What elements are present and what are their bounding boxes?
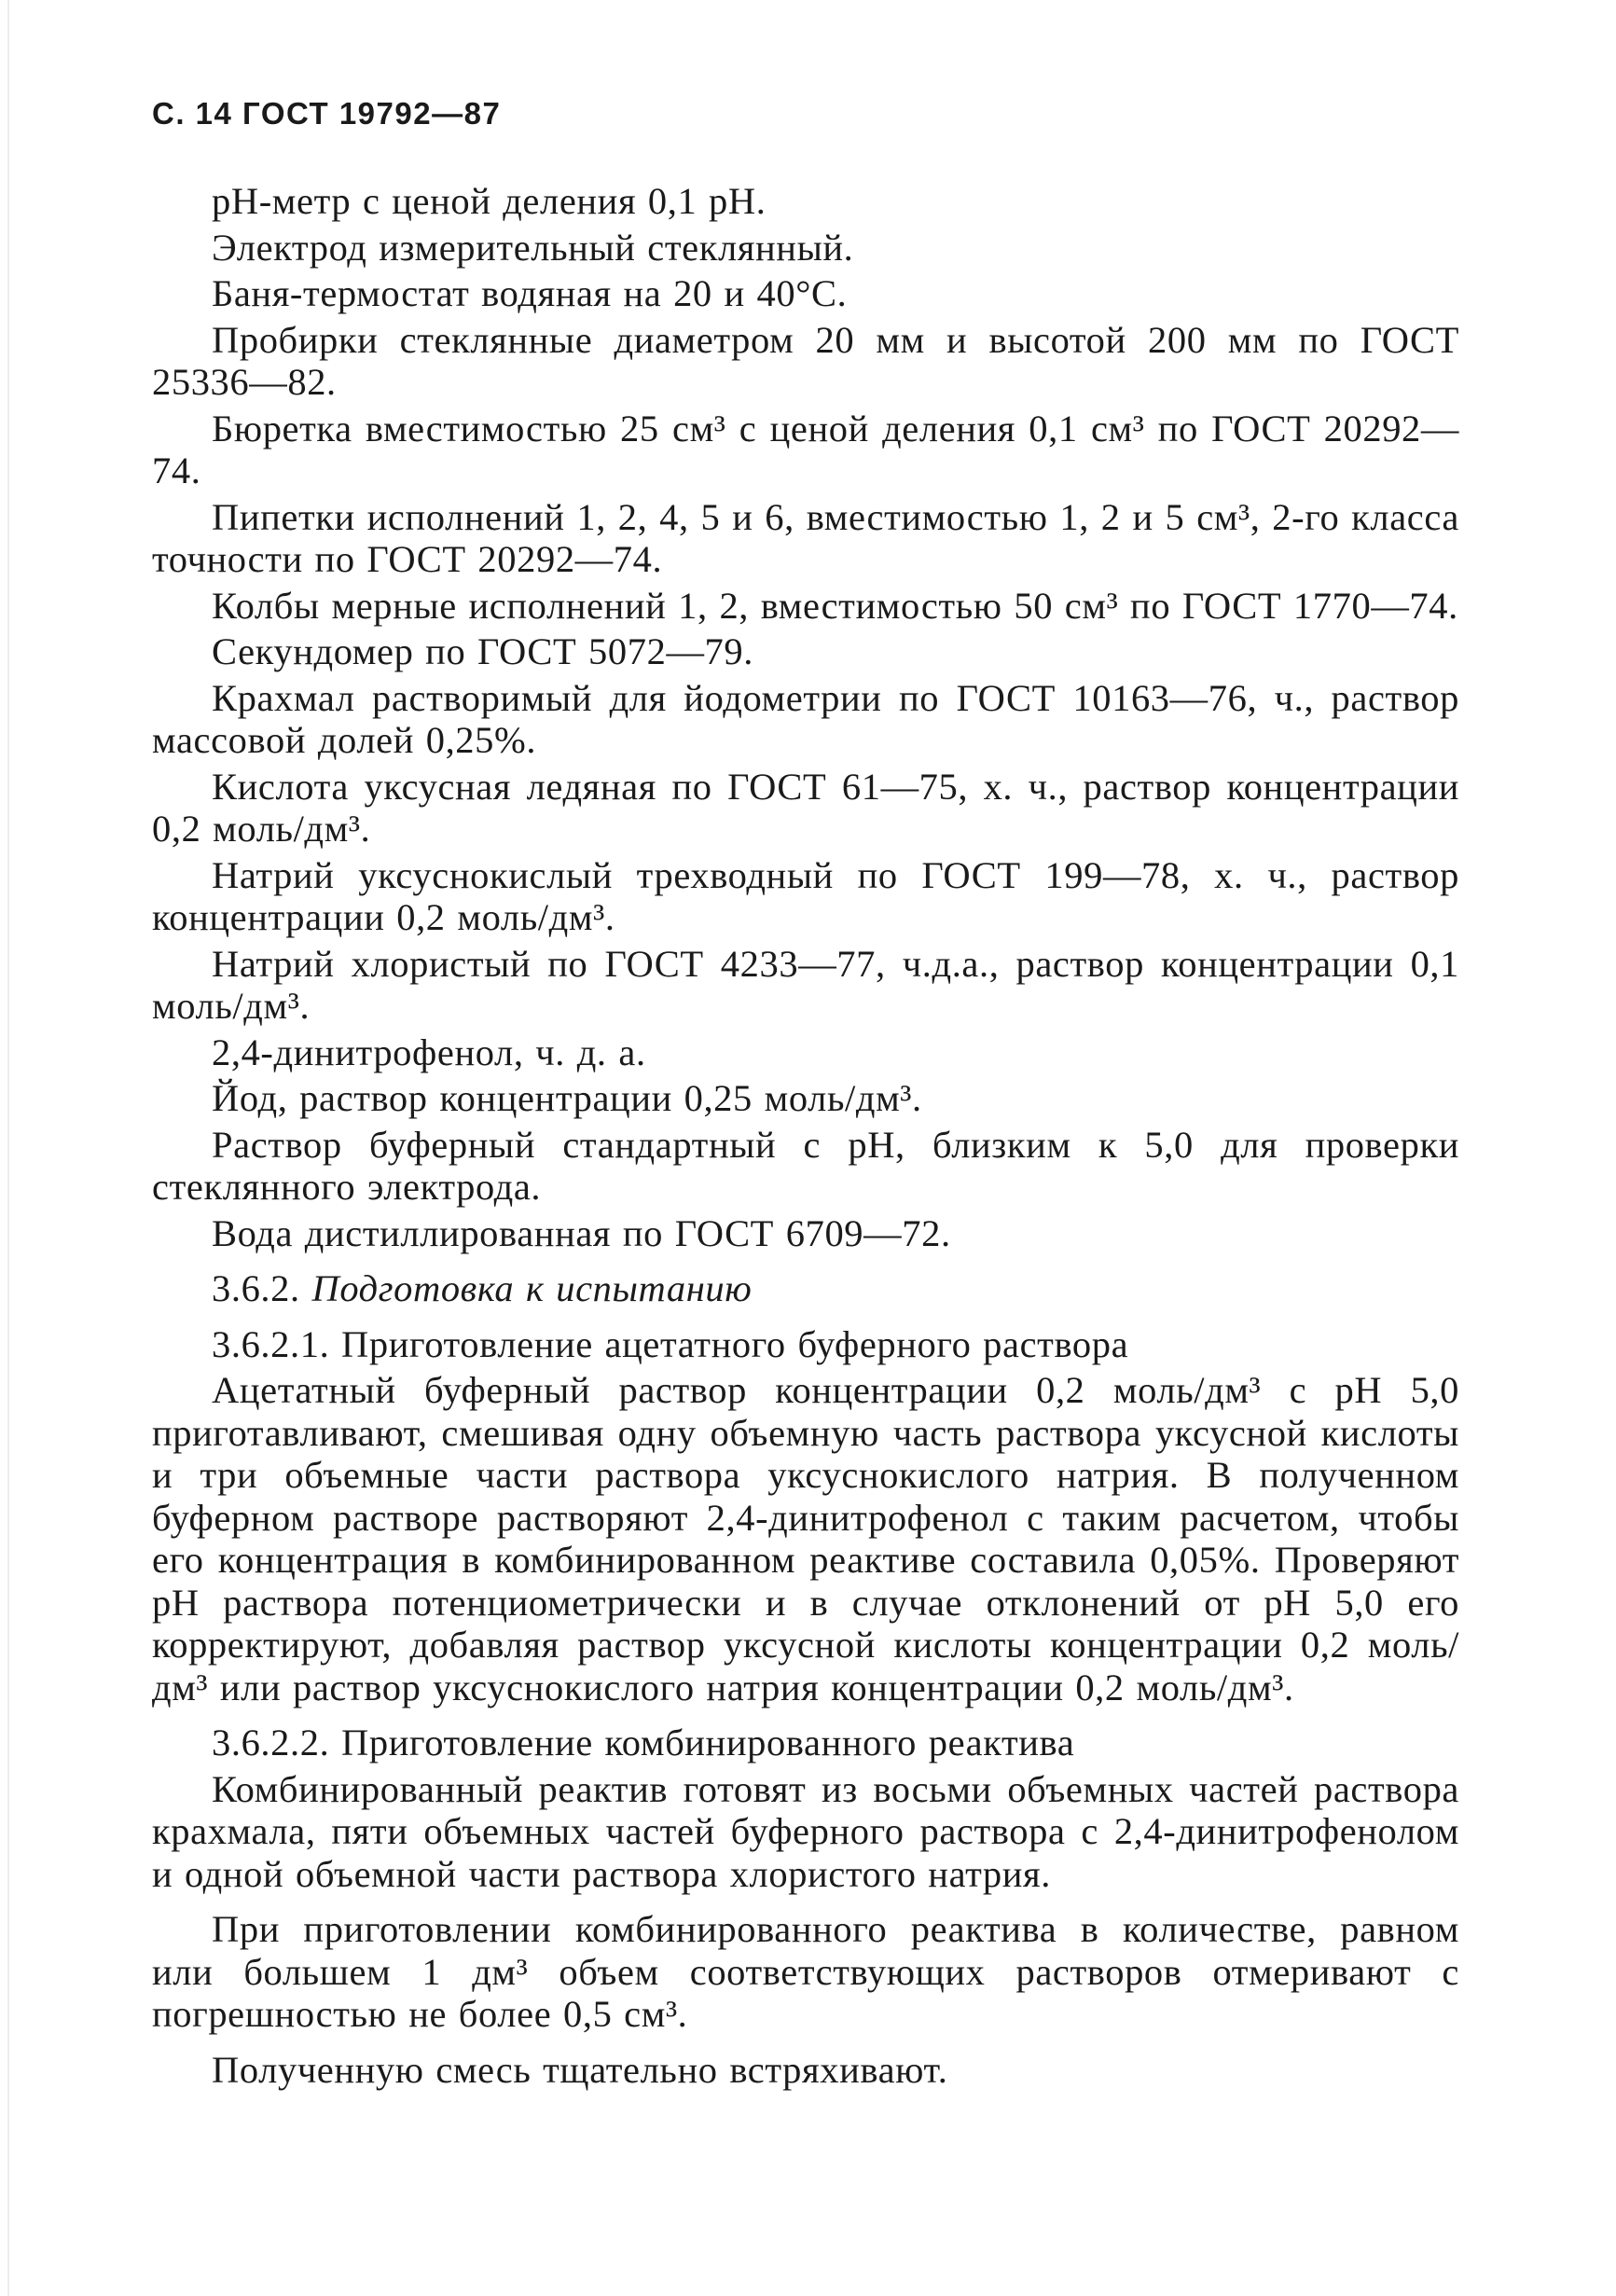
section-number: 3.6.2. [212, 1267, 300, 1309]
paragraph: Полученную смесь тщательно встряхивают. [212, 2048, 948, 2091]
page-header: С. 14 ГОСТ 19792—87 [152, 96, 502, 131]
paragraph: Натрий хлористый по ГОСТ 4233—77, ч.д.а., раствор концентрации 0,1 моль/дм³. [152, 942, 1459, 1027]
paragraph: 2,4-динитрофенол, ч. д. а. [212, 1030, 646, 1073]
paragraph: Ацетатный буферный раствор концентрации 0,2 моль/дм³ с pH 5,0 приготавливают, смешивая одну объемную часть раствора уксусной кислоты и три объемные части раствора уксуснокислого натрия. В полученном буферном растворе растворяют 2,4-динитрофенол с таким расчетом, чтобы его концентрация в комбинированном реактиве составила 0,05%. Проверяют pH раствора потенциометрически и в случае отклонений от pH 5,0 его корректируют, добавляя раствор уксусной кислоты концентрации 0,2 моль/дм³ или раствор уксуснокислого натрия концентрации 0,2 моль/дм³. [152, 1369, 1459, 1708]
paragraph: Натрий уксуснокислый трехводный по ГОСТ 199—78, х. ч., раствор концентрации 0,2 моль/дм³. [152, 853, 1459, 938]
paragraph: pH-метр с ценой деления 0,1 pH. [212, 180, 767, 222]
paragraph: Кислота уксусная ледяная по ГОСТ 61—75, х. ч., раствор концентрации 0,2 моль/дм³. [152, 765, 1459, 850]
subsection-heading: 3.6.2.2. Приготовление комбинированного реактива [212, 1722, 1075, 1763]
paragraph: При приготовлении комбинированного реактива в количестве, равном или большем 1 дм³ объем соответствующих растворов отмеривают с погрешностью не более 0,5 см³. [152, 1908, 1459, 2035]
paragraph: Колбы мерные исполнений 1, 2, вместимостью 50 см³ по ГОСТ 1770—74. [212, 584, 1458, 627]
paragraph: Пипетки исполнений 1, 2, 4, 5 и 6, вместимостью 1, 2 и 5 см³, 2-го класса точности по ГОСТ 20292—74. [152, 495, 1459, 580]
subsection-heading: 3.6.2.1. Приготовление ацетатного буферного раствора [212, 1322, 1129, 1365]
paragraph: Йод, раствор концентрации 0,25 моль/дм³. [212, 1077, 922, 1119]
paragraph: Секундомер по ГОСТ 5072—79. [212, 630, 753, 672]
paragraph: Баня-термостат водяная на 20 и 40°С. [212, 272, 848, 314]
paragraph: Электрод измерительный стеклянный. [212, 226, 854, 269]
paragraph: Пробирки стеклянные диаметром 20 мм и высотой 200 мм по ГОСТ 25336—82. [152, 318, 1459, 403]
paragraph: Вода дистиллированная по ГОСТ 6709—72. [212, 1211, 951, 1254]
paragraph: Раствор буферный стандартный с pH, близким к 5,0 для проверки стеклянного электрода. [152, 1123, 1459, 1208]
section-heading [152, 1267, 1459, 1310]
scan-edge-mark [7, 0, 9, 2296]
paragraph: Комбинированный реактив готовят из восьми объемных частей раствора крахмала, пяти объемных частей буферного раствора с 2,4-динитрофенолом и одной объемной части раствора хлористого натрия. [152, 1767, 1459, 1895]
paragraph: Бюретка вместимостью 25 см³ с ценой деления 0,1 см³ по ГОСТ 20292—74. [152, 407, 1459, 491]
section-title: Подготовка к испытанию [311, 1267, 753, 1309]
paragraph: Крахмал растворимый для йодометрии по ГОСТ 10163—76, ч., раствор массовой долей 0,25%. [152, 676, 1459, 761]
document-body [152, 180, 1459, 2095]
